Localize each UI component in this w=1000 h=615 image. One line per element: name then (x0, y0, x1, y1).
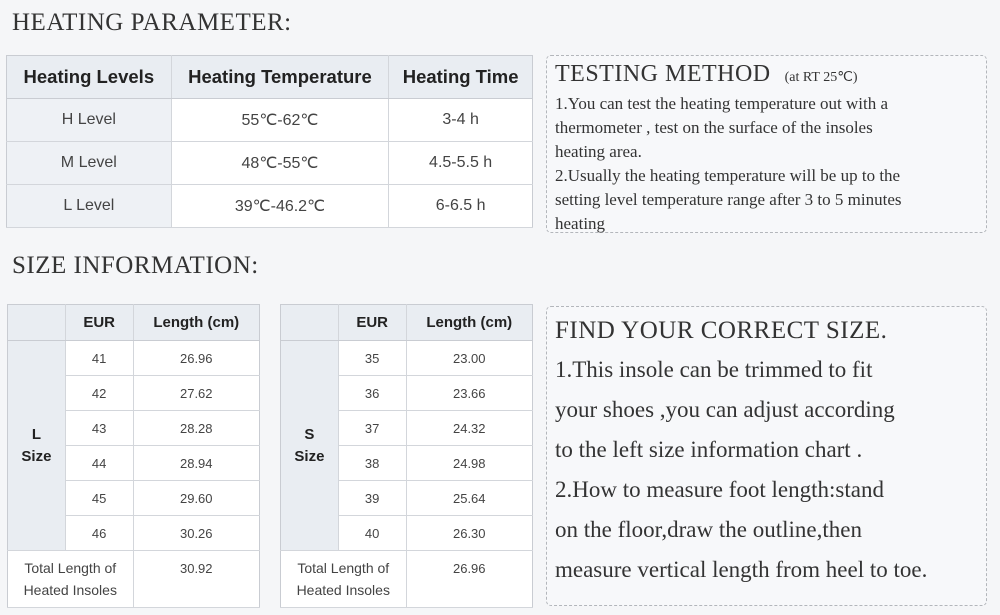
table-header-row (7, 56, 533, 99)
time-cell: 4.5-5.5 h (389, 142, 533, 185)
length-cell: 25.64 (406, 481, 532, 516)
find-size-line: 2.How to measure foot length:stand (555, 477, 884, 502)
find-size-line: your shoes ,you can adjust according (555, 397, 895, 422)
size-group-label (8, 341, 66, 551)
eur-cell: 41 (65, 341, 133, 376)
time-cell: 6-6.5 h (389, 185, 533, 228)
length-cell: 29.60 (133, 481, 259, 516)
testing-method-line: setting level temperature range after 3 to 5 minutes (555, 190, 902, 209)
testing-method-heading: TESTING METHOD (555, 61, 771, 87)
eur-cell: 44 (65, 446, 133, 481)
column-header: Heating Time (389, 56, 533, 99)
find-size-title: FIND YOUR CORRECT SIZE. (555, 317, 888, 344)
column-header: EUR (65, 305, 133, 341)
heating-parameter-table (6, 55, 533, 228)
temperature-cell: 55℃-62℃ (171, 99, 389, 142)
size-group-letter: L (31, 425, 41, 443)
size-group-label (281, 341, 339, 551)
column-header: Heating Levels (7, 56, 172, 99)
heating-level-cell: M Level (7, 142, 172, 185)
testing-method-subtitle: (at RT 25℃) (784, 70, 858, 85)
size-group-letter: S (304, 425, 315, 443)
total-length-value: 30.92 (133, 551, 259, 608)
total-label-line: Heated Insoles (23, 582, 117, 598)
testing-method-box (546, 55, 987, 233)
table-row (7, 142, 533, 185)
find-size-line: measure vertical length from heel to toe. (555, 557, 928, 582)
heating-parameter-title: HEATING PARAMETER: (12, 9, 292, 36)
corner-cell (281, 305, 339, 341)
eur-cell: 40 (338, 516, 406, 551)
eur-cell: 38 (338, 446, 406, 481)
s-size-table (280, 304, 533, 608)
size-information-title: SIZE INFORMATION: (12, 252, 259, 279)
testing-method-line: heating area. (555, 142, 642, 161)
column-header: EUR (338, 305, 406, 341)
temperature-cell: 48℃-55℃ (171, 142, 389, 185)
time-cell: 3-4 h (389, 99, 533, 142)
total-row (8, 551, 260, 608)
total-label-line: Total Length of (297, 560, 390, 576)
table-header-row (281, 305, 533, 341)
length-cell: 28.94 (133, 446, 259, 481)
length-cell: 30.26 (133, 516, 259, 551)
corner-cell (8, 305, 66, 341)
find-size-box (546, 306, 987, 606)
length-cell: 24.98 (406, 446, 532, 481)
size-group-word: Size (21, 447, 52, 465)
length-cell: 27.62 (133, 376, 259, 411)
column-header: Length (cm) (133, 305, 259, 341)
table-row (7, 99, 533, 142)
eur-cell: 37 (338, 411, 406, 446)
table-row (8, 341, 260, 376)
find-size-line: 1.This insole can be trimmed to fit (555, 357, 873, 382)
find-size-line: to the left size information chart . (555, 437, 863, 462)
total-label-line: Total Length of (24, 560, 117, 576)
eur-cell: 42 (65, 376, 133, 411)
column-header: Length (cm) (406, 305, 532, 341)
length-cell: 28.28 (133, 411, 259, 446)
eur-cell: 36 (338, 376, 406, 411)
length-cell: 23.00 (406, 341, 532, 376)
testing-method-line: thermometer , test on the surface of the insoles (555, 118, 873, 137)
eur-cell: 46 (65, 516, 133, 551)
length-cell: 24.32 (406, 411, 532, 446)
temperature-cell: 39℃-46.2℃ (171, 185, 389, 228)
size-group-word: Size (294, 447, 325, 465)
length-cell: 26.96 (133, 341, 259, 376)
find-size-line: on the floor,draw the outline,then (555, 517, 862, 542)
eur-cell: 45 (65, 481, 133, 516)
total-length-value: 26.96 (406, 551, 532, 608)
heating-level-cell: H Level (7, 99, 172, 142)
testing-method-title (555, 60, 978, 92)
eur-cell: 39 (338, 481, 406, 516)
total-row (281, 551, 533, 608)
column-header: Heating Temperature (171, 56, 389, 99)
table-header-row (8, 305, 260, 341)
heating-level-cell: L Level (7, 185, 172, 228)
eur-cell: 43 (65, 411, 133, 446)
table-row (7, 185, 533, 228)
total-label-line: Heated Insoles (296, 582, 390, 598)
testing-method-line: 2.Usually the heating temperature will be up to the (555, 166, 901, 185)
testing-method-line: heating (555, 214, 606, 233)
length-cell: 26.30 (406, 516, 532, 551)
length-cell: 23.66 (406, 376, 532, 411)
l-size-table (7, 304, 260, 608)
testing-method-line: 1.You can test the heating temperature out with a (555, 94, 888, 113)
total-length-label (281, 551, 407, 608)
eur-cell: 35 (338, 341, 406, 376)
total-length-label (8, 551, 134, 608)
table-row (281, 341, 533, 376)
